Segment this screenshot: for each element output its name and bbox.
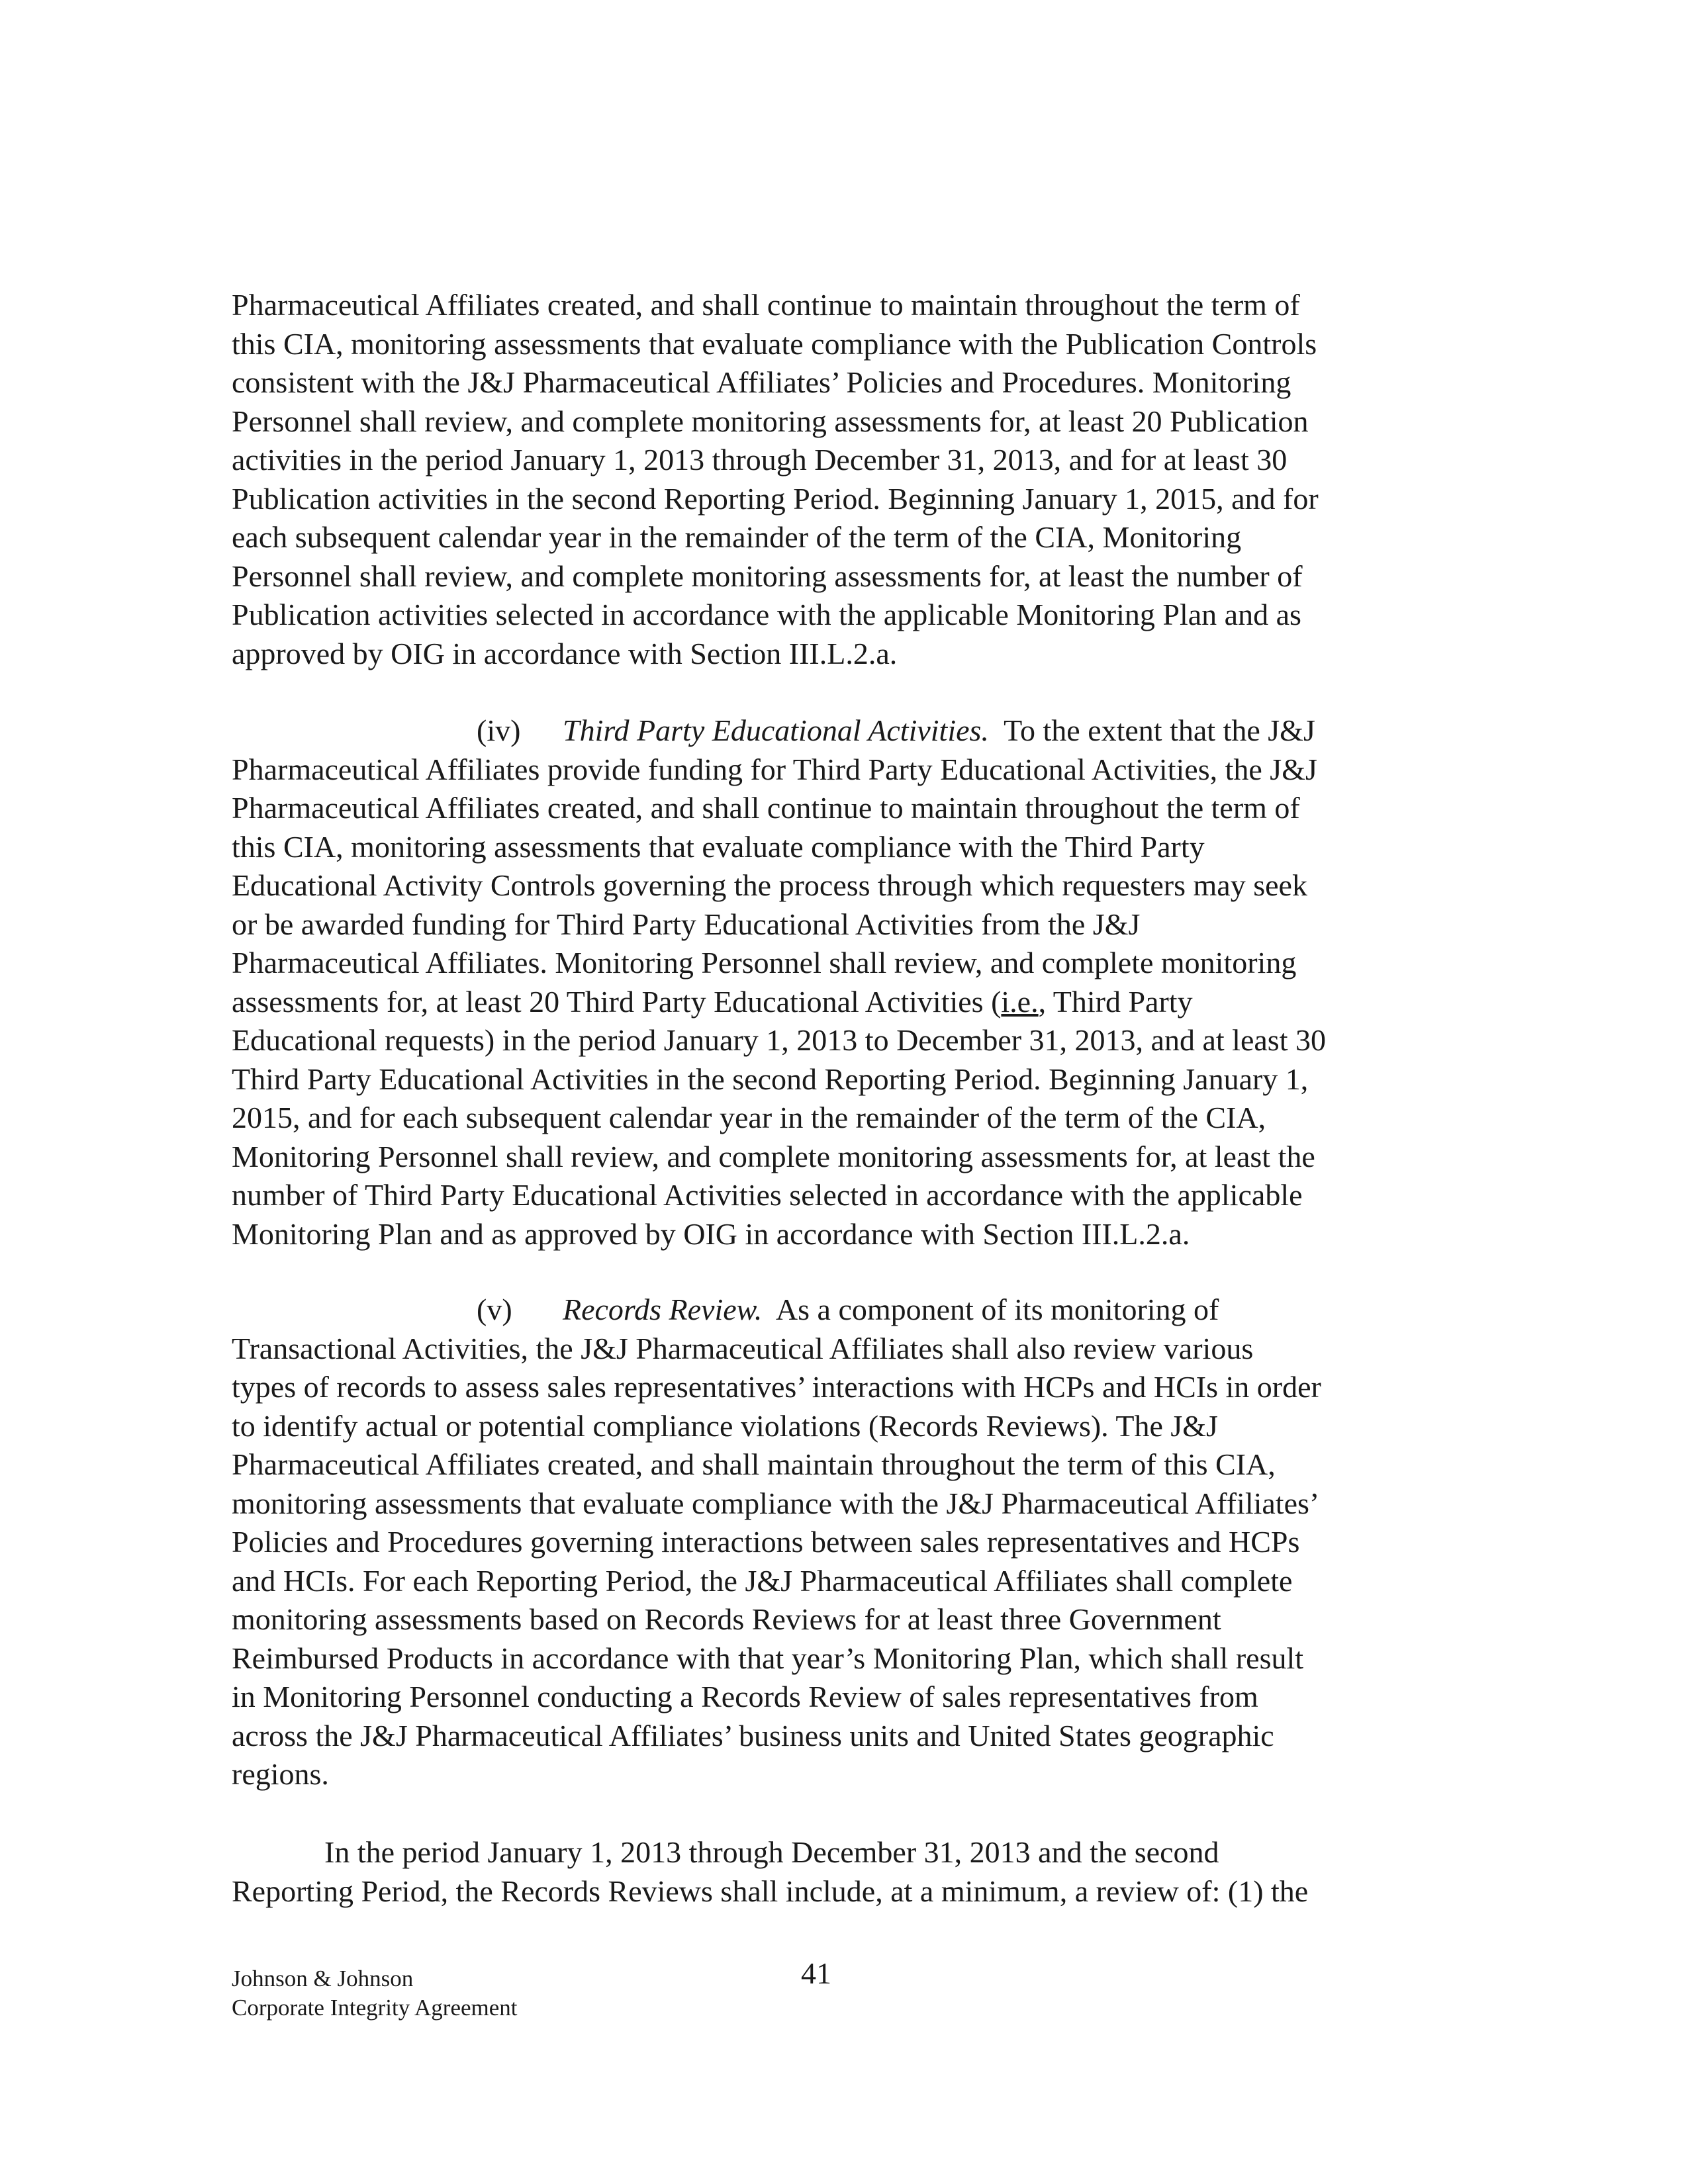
text-line: Reimbursed Products in accordance with that year’s Monitoring Plan, which shall result bbox=[232, 1641, 1304, 1675]
text-line: to identify actual or potential compliance violations (Records Reviews). The J&J bbox=[232, 1408, 1218, 1443]
text-line: Educational Activity Controls governing the process through which requesters may seek bbox=[232, 868, 1307, 902]
section-heading: Records Review. bbox=[563, 1293, 763, 1326]
text-line: Publication activities selected in accordance with the applicable Monitoring Plan and as bbox=[232, 598, 1301, 631]
text-line bbox=[232, 983, 1436, 1022]
text-line: Educational requests) in the period January 1, 2013 to December 31, 2013, and at least 30 bbox=[232, 1023, 1326, 1057]
text-line: types of records to assess sales representatives’ interactions with HCPs and HCIs in order bbox=[232, 1370, 1321, 1404]
paragraph-records-review-period bbox=[232, 1833, 1436, 1911]
paragraph-third-party-educational bbox=[232, 711, 1436, 1253]
section-heading-line bbox=[232, 711, 1436, 751]
page-number: 41 bbox=[801, 1956, 831, 1990]
text-line: 2015, and for each subsequent calendar year in the remainder of the term of the CIA, bbox=[232, 1101, 1266, 1134]
text-line: Pharmaceutical Affiliates. Monitoring Personnel shall review, and complete monitoring bbox=[232, 946, 1297, 979]
text-line: Personnel shall review, and complete monitoring assessments for, at least the number of bbox=[232, 559, 1303, 593]
text-line: Pharmaceutical Affiliates created, and shall continue to maintain throughout the term of bbox=[232, 288, 1300, 322]
text-line: number of Third Party Educational Activities selected in accordance with the applicable bbox=[232, 1178, 1303, 1212]
text-line: Pharmaceutical Affiliates created, and shall continue to maintain throughout the term of bbox=[232, 791, 1300, 825]
section-number: (iv) bbox=[477, 713, 521, 747]
text-line: this CIA, monitoring assessments that evaluate compliance with the Publication Controls bbox=[232, 326, 1317, 361]
text-line: across the J&J Pharmaceutical Affiliates’ business units and United States geographic bbox=[232, 1718, 1274, 1752]
text-segment: , Third Party bbox=[1038, 984, 1193, 1019]
text-line: Monitoring Personnel shall review, and complete monitoring assessments for, at least the bbox=[232, 1139, 1315, 1173]
paragraph-records-review bbox=[232, 1291, 1436, 1794]
heading-line-text: As a component of its monitoring of bbox=[762, 1293, 1219, 1326]
section-heading-line bbox=[232, 1291, 1436, 1330]
text-line: Personnel shall review, and complete monitoring assessments for, at least 20 Publication bbox=[232, 404, 1309, 438]
text-line: Monitoring Plan and as approved by OIG in accordance with Section III.L.2.a. bbox=[232, 1216, 1190, 1251]
text-line: activities in the period January 1, 2013 through December 31, 2013, and for at least 30 bbox=[232, 443, 1288, 477]
heading-line-text: To the extent that the J&J bbox=[988, 713, 1315, 747]
ie-abbreviation: i.e. bbox=[1001, 984, 1039, 1019]
text-line: regions. bbox=[232, 1757, 329, 1791]
text-line: monitoring assessments based on Records Reviews for at least three Government bbox=[232, 1602, 1221, 1636]
text-line: Pharmaceutical Affiliates created, and shall maintain throughout the term of this CIA, bbox=[232, 1447, 1276, 1481]
text-line: monitoring assessments that evaluate compliance with the J&J Pharmaceutical Affiliates’ bbox=[232, 1486, 1320, 1520]
paragraph-publication-continuation bbox=[232, 286, 1436, 673]
text-line: Publication activities in the second Reporting Period. Beginning January 1, 2015, and for bbox=[232, 481, 1319, 516]
text-line: each subsequent calendar year in the remainder of the term of the CIA, Monitoring bbox=[232, 520, 1242, 554]
text-line: Third Party Educational Activities in the second Reporting Period. Beginning January 1, bbox=[232, 1062, 1309, 1096]
text-line: in Monitoring Personnel conducting a Records Review of sales representatives from bbox=[232, 1680, 1258, 1713]
text-line: In the period January 1, 2013 through December 31, 2013 and the second bbox=[324, 1835, 1219, 1869]
text-segment: assessments for, at least 20 Third Party Educational Activities ( bbox=[232, 984, 1002, 1019]
footer-document-info bbox=[232, 1964, 518, 2023]
section-heading: Third Party Educational Activities. bbox=[563, 713, 989, 747]
text-line: consistent with the J&J Pharmaceutical Affiliates’ Policies and Procedures. Monitoring bbox=[232, 365, 1291, 399]
text-line: this CIA, monitoring assessments that evaluate compliance with the Third Party bbox=[232, 829, 1205, 864]
footer-doc-title: Corporate Integrity Agreement bbox=[232, 1995, 518, 2021]
section-number: (v) bbox=[477, 1293, 512, 1326]
text-line: approved by OIG in accordance with Section III.L.2.a. bbox=[232, 636, 898, 670]
text-line: and HCIs. For each Reporting Period, the J&J Pharmaceutical Affiliates shall complete bbox=[232, 1563, 1293, 1598]
text-line: or be awarded funding for Third Party Educational Activities from the J&J bbox=[232, 907, 1141, 941]
footer-company: Johnson & Johnson bbox=[232, 1966, 414, 1991]
text-line: Reporting Period, the Records Reviews shall include, at a minimum, a review of: (1) the bbox=[232, 1874, 1309, 1908]
text-line: Pharmaceutical Affiliates provide funding for Third Party Educational Activities, the J&J bbox=[232, 752, 1317, 786]
text-line: Policies and Procedures governing interactions between sales representatives and HCPs bbox=[232, 1525, 1300, 1559]
text-line: Transactional Activities, the J&J Pharmaceutical Affiliates shall also review various bbox=[232, 1331, 1254, 1365]
